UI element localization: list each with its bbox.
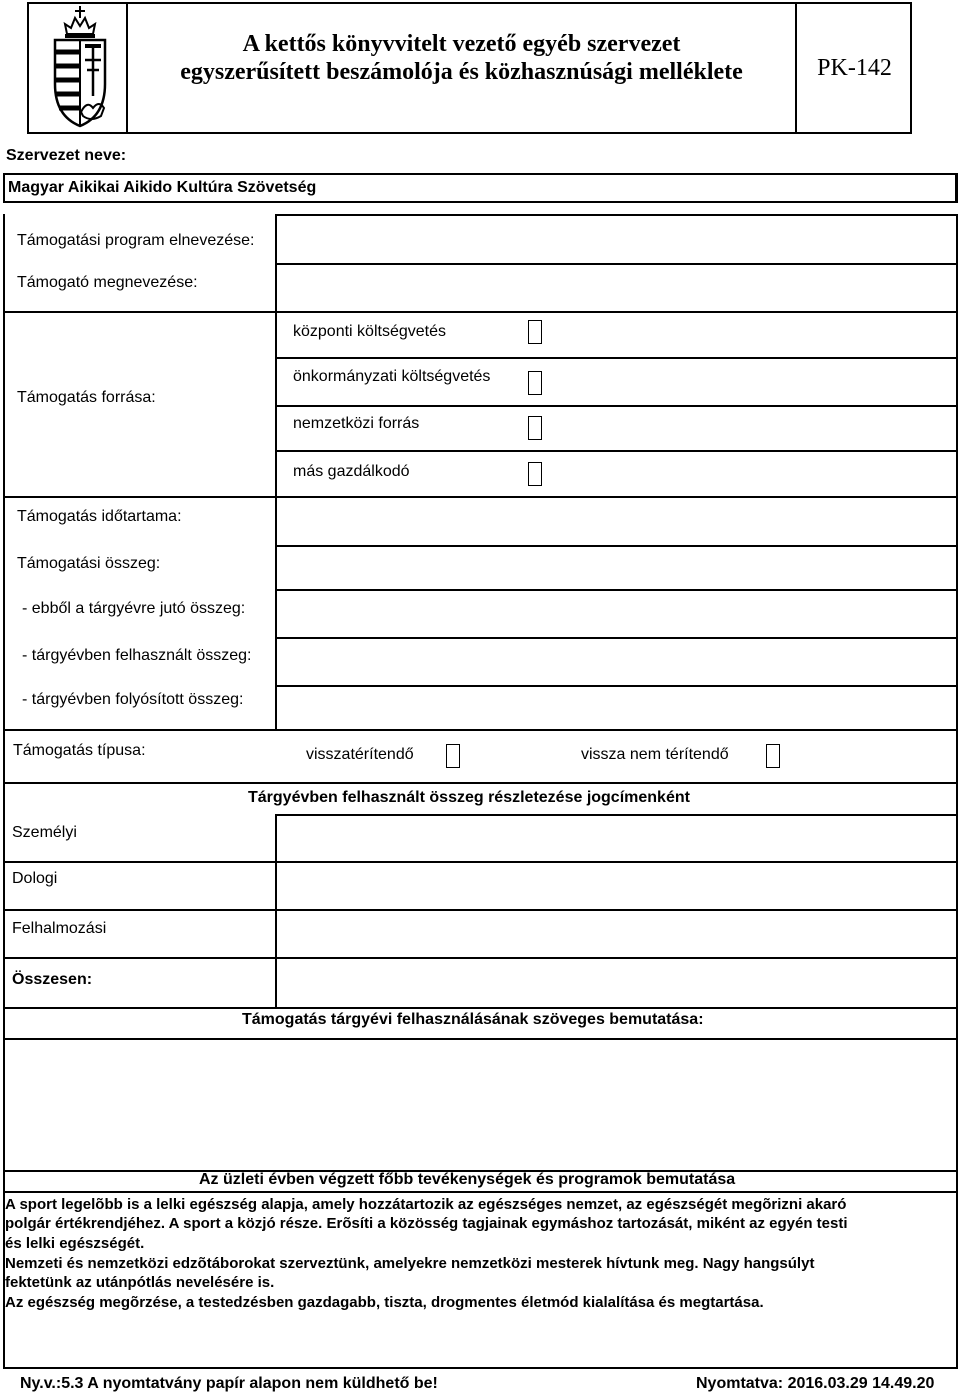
type-refundable-label: visszatérítendő (306, 746, 414, 763)
breakdown-total-field[interactable] (280, 961, 954, 1006)
row-separator (276, 814, 958, 816)
program-name-label: Támogatási program elnevezése: (17, 232, 255, 249)
breakdown-column-divider (275, 814, 277, 1008)
breakdown-row-label: Dologi (12, 870, 58, 887)
supporter-name-field[interactable] (280, 267, 954, 309)
activities-line: fektetünk az utánpótlás nevelésére is. (5, 1274, 275, 1291)
form-title-line1: A kettős könyvvitelt vezető egyéb szervezet (242, 31, 681, 57)
activities-line: Az egészség megõrzése, a testedzésben gazdagabb, tiszta, drogmentes életmód kialalítása és megtartása. (5, 1294, 764, 1311)
row-separator (3, 909, 958, 911)
form-code: PK-142 (817, 55, 892, 81)
row-separator (3, 311, 958, 313)
source-label: Támogatás forrása: (17, 389, 156, 406)
activities-line: Nemzeti és nemzetközi edzõtáborokat szerveztünk, amelyekre nemzetközi mesterek hívtunk meg. Nagy hangsúlyt (5, 1255, 815, 1272)
row-separator (276, 589, 958, 591)
used-amount-label: - tárgyévben felhasznált összeg: (22, 647, 252, 664)
row-separator (3, 957, 958, 959)
row-separator (276, 450, 958, 452)
breakdown-material-field[interactable] (280, 865, 954, 907)
org-name-value: Magyar Aikikai Aikido Kultúra Szövetség (8, 179, 317, 196)
year-amount-field[interactable] (280, 593, 954, 635)
label-column-divider (275, 214, 277, 729)
row-separator (276, 357, 958, 359)
org-name-label: Szervezet neve: (6, 147, 127, 164)
amount-label: Támogatási összeg: (17, 555, 161, 572)
source-checkbox-other-company[interactable] (528, 462, 542, 486)
row-separator (276, 545, 958, 547)
row-separator (276, 263, 958, 265)
activities-line: és lelki egészségét. (5, 1235, 145, 1252)
breakdown-total-label: Összesen: (12, 971, 93, 988)
row-separator (3, 782, 958, 784)
year-amount-label: - ebből a tárgyévre jutó összeg: (22, 600, 246, 617)
paid-amount-label: - tárgyévben folyósított összeg: (22, 691, 244, 708)
row-separator (3, 1007, 958, 1009)
type-nonrefundable-checkbox[interactable] (766, 744, 780, 768)
row-separator (3, 1038, 958, 1040)
coat-of-arms-logo (45, 4, 115, 130)
supporter-name-label: Támogató megnevezése: (17, 274, 198, 291)
type-nonrefundable-label: vissza nem térítendő (581, 746, 729, 763)
source-option-label: nemzetközi forrás (293, 415, 420, 432)
breakdown-personnel-field[interactable] (280, 818, 954, 860)
breakdown-accumulation-field[interactable] (280, 913, 954, 955)
source-checkbox-local-budget[interactable] (528, 371, 542, 395)
row-separator (3, 861, 958, 863)
activities-line: polgár értékrendjéhez. A sport a közjó része. Erõsíti a közösség tagjainak egymáshoz tartozását, miként az egyén testi (5, 1215, 848, 1232)
program-name-field[interactable] (280, 218, 954, 261)
breakdown-title: Tárgyévben felhasznált összeg részletezése jogcímenként (248, 789, 690, 806)
section-top-border (276, 214, 958, 216)
row-separator (276, 405, 958, 407)
breakdown-row-label: Felhalmozási (12, 920, 107, 937)
source-checkbox-international[interactable] (528, 416, 542, 440)
source-option-label: önkormányzati költségvetés (293, 368, 491, 385)
row-separator (3, 1191, 958, 1193)
form-title-line2: egyszerűsített beszámolója és közhasznúsági melléklete (180, 59, 743, 85)
source-option-label: más gazdálkodó (293, 463, 410, 480)
duration-label: Támogatás időtartama: (17, 508, 182, 525)
paid-amount-field[interactable] (280, 689, 954, 727)
activities-title: Az üzleti évben végzett főbb tevékenységek és programok bemutatása (199, 1171, 736, 1188)
used-amount-field[interactable] (280, 641, 954, 683)
row-separator (276, 637, 958, 639)
source-option-label: központi költségvetés (293, 323, 446, 340)
row-separator (3, 496, 958, 498)
source-checkbox-central-budget[interactable] (528, 320, 542, 344)
row-separator (276, 685, 958, 687)
footer-version-note: Ny.v.:5.3 A nyomtatvány papír alapon nem küldhető be! (20, 1375, 438, 1392)
support-type-label: Támogatás típusa: (13, 742, 146, 759)
type-refundable-checkbox[interactable] (446, 744, 460, 768)
activities-line: A sport legelõbb is a lelki egészség alapja, amely hozzátartozik az egészséges nemzet, az egészségét megõrizni akaró (5, 1196, 847, 1213)
section-bottom-border (3, 1367, 958, 1369)
usage-text-field[interactable] (8, 1042, 954, 1168)
row-separator (3, 729, 958, 731)
footer-print-date: Nyomtatva: 2016.03.29 14.49.20 (696, 1375, 935, 1392)
amount-field[interactable] (280, 549, 954, 587)
duration-field[interactable] (280, 500, 954, 543)
section-right-border (956, 214, 958, 1369)
usage-text-title: Támogatás tárgyévi felhasználásának szöveges bemutatása: (242, 1011, 704, 1028)
form-title (128, 30, 795, 86)
breakdown-row-label: Személyi (12, 824, 77, 841)
